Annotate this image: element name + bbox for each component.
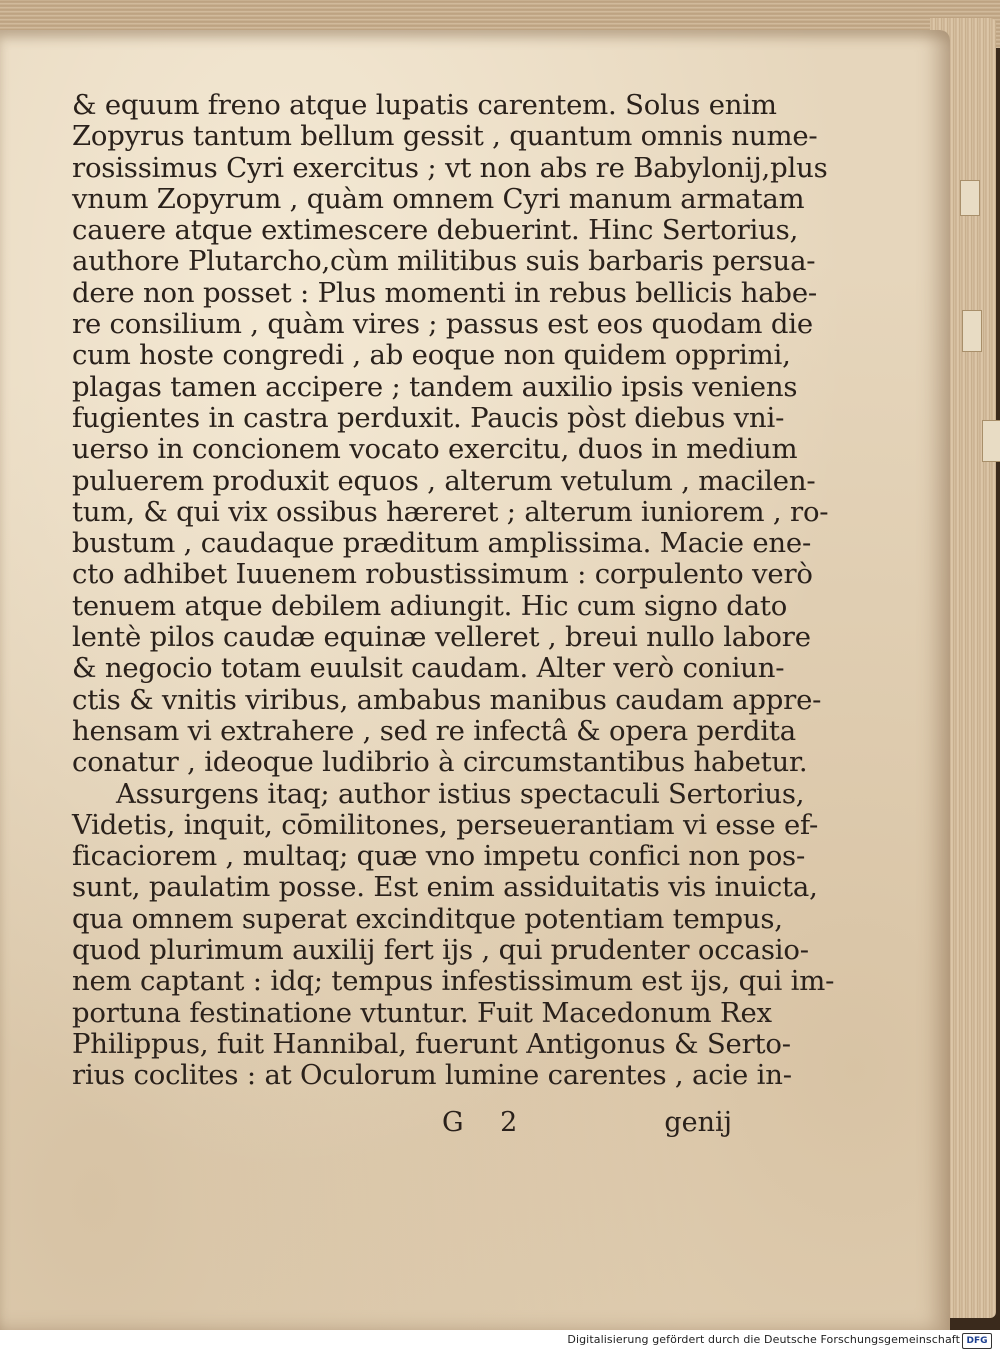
text-line: bustum , caudaque præditum amplissima. Macie ene- [72, 527, 812, 560]
text-line: tum, & qui vix ossibus hæreret ; alterum iuniorem , ro- [72, 495, 829, 528]
text-line: Videtis, inquit, cōmilitones, perseuerantiam vi esse ef- [72, 808, 819, 841]
dfg-logo: DFG [962, 1333, 992, 1349]
text-line: ctis & vnitis viribus, ambabus manibus caudam appre- [72, 683, 822, 716]
text-line: hensam vi extrahere , sed re infectâ & opera perdita [72, 714, 796, 747]
text-line: puluerem produxit equos , alterum vetulum , macilen- [72, 464, 816, 497]
page-tab [982, 420, 1000, 462]
text-line: quod plurimum auxilij fert ijs , qui prudenter occasio- [72, 934, 809, 967]
signature-mark: G 2 [442, 1107, 532, 1138]
text-line: Philippus, fuit Hannibal, fuerunt Antigonus & Serto- [72, 1027, 791, 1060]
text-line: portuna festinatione vtuntur. Fuit Macedonum Rex [72, 996, 772, 1029]
text-line: & negocio totam euulsit caudam. Alter verò coniun- [72, 652, 785, 685]
text-line: fugientes in castra perduxit. Paucis pòst diebus vni- [72, 401, 785, 434]
text-line: Zopyrus tantum bellum gessit , quantum omnis nume- [72, 120, 818, 153]
paper-page [0, 30, 950, 1330]
catchword: genij [664, 1107, 732, 1138]
text-line: tenuem atque debilem adiungit. Hic cum signo dato [72, 589, 788, 622]
text-line: rius coclites : at Oculorum lumine carentes , acie in- [72, 1059, 792, 1092]
text-line: cto adhibet Iuuenem robustissimum : corpulento verò [72, 558, 813, 591]
text-line: cauere atque extimescere debuerint. Hinc Sertorius, [72, 214, 799, 247]
page-tab [960, 180, 980, 216]
page-tab [962, 310, 982, 352]
text-line: rosissimus Cyri exercitus ; vt non abs re Babylonij,plus [72, 151, 828, 184]
text-line: nem captant : idq; tempus infestissimum est ijs, qui im- [72, 965, 835, 998]
body-text [72, 89, 835, 1092]
text-line: authore Plutarcho,cùm militibus suis barbaris persua- [72, 245, 816, 278]
text-line: plagas tamen accipere ; tandem auxilio ipsis veniens [72, 370, 798, 403]
text-line: ficaciorem , multaq; quæ vno impetu confici non pos- [72, 840, 806, 873]
text-line: vnum Zopyrum , quàm omnem Cyri manum armatam [72, 182, 805, 215]
text-line: qua omnem superat excinditque potentiam tempus, [72, 902, 783, 935]
text-line: cum hoste congredi , ab eoque non quidem opprimi, [72, 339, 791, 372]
funding-credit: Digitalisierung gefördert durch die Deutsche Forschungsgemeinschaft [567, 1333, 960, 1346]
text-line: uerso in concionem vocato exercitu, duos in medium [72, 433, 798, 466]
text-line: re consilium , quàm vires ; passus est eos quodam die [72, 308, 813, 341]
text-line: sunt, paulatim posse. Est enim assiduitatis vis inuicta, [72, 871, 818, 904]
text-line: & equum freno atque lupatis carentem. Solus enim [72, 89, 777, 121]
page-footer [72, 1107, 732, 1141]
text-line: dere non posset : Plus momenti in rebus bellicis habe- [72, 276, 817, 309]
text-line: conatur , ideoque ludibrio à circumstantibus habetur. [72, 746, 808, 779]
text-line: Assurgens itaq; author istius spectaculi Sertorius, [116, 777, 805, 810]
text-line: lentè pilos caudæ equinæ velleret , breui nullo labore [72, 621, 811, 654]
credit-bar [0, 1330, 1000, 1351]
